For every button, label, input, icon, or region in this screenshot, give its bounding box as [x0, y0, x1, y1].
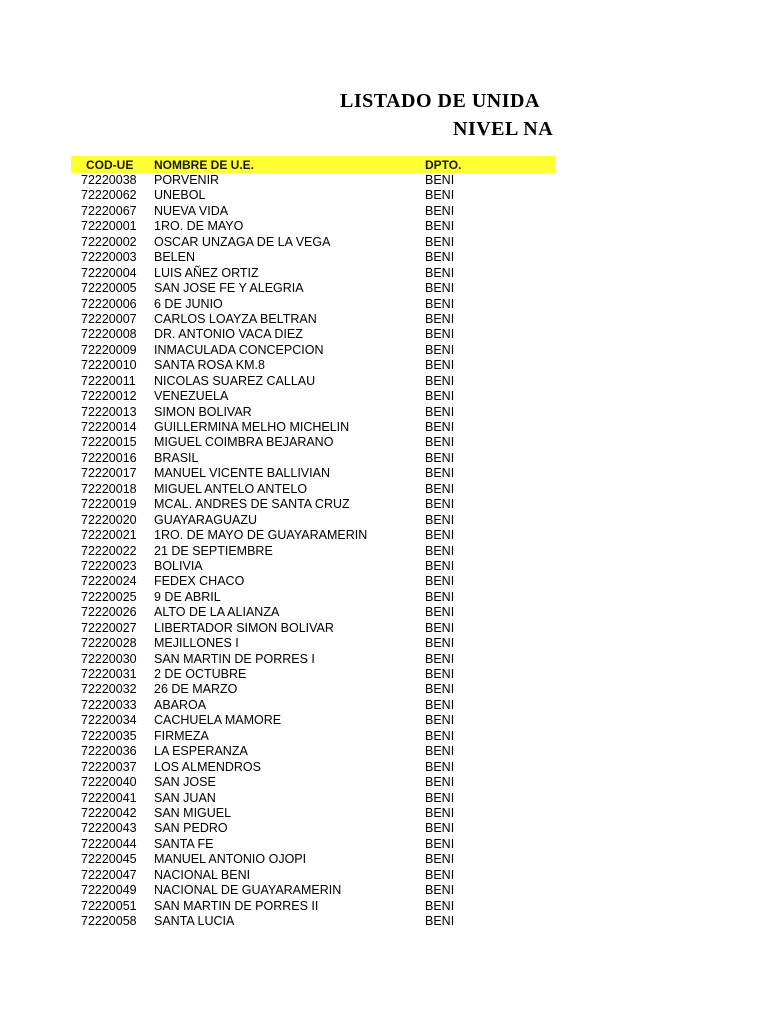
table-row: [0, 482, 768, 497]
cell-department: BENI: [425, 420, 455, 434]
cell-department: BENI: [425, 311, 455, 326]
cell-name: PORVENIR: [154, 173, 220, 187]
cell-name: DR. ANTONIO VACA DIEZ: [154, 327, 303, 342]
cell-name: ABAROA: [154, 697, 207, 712]
table-row: [0, 821, 768, 836]
cell-code: 72220038: [81, 173, 137, 187]
table-row: [0, 760, 768, 775]
table-row: [0, 405, 768, 420]
cell-code: 72220005: [81, 281, 137, 296]
table-row: [0, 266, 768, 281]
cell-name: 21 DE SEPTIEMBRE: [154, 543, 273, 558]
cell-name: SAN PEDRO: [154, 821, 228, 836]
cell-code: 72220034: [81, 713, 137, 728]
cell-name: MANUEL ANTONIO OJOPI: [154, 852, 307, 867]
cell-code: 72220042: [81, 805, 137, 820]
cell-department: BENI: [425, 342, 455, 357]
cell-code: 72220051: [81, 898, 137, 913]
table-row: [0, 559, 768, 574]
cell-name: SAN JOSE: [154, 775, 216, 790]
cell-department: BENI: [425, 898, 455, 913]
cell-code: 72220067: [81, 203, 137, 218]
cell-name: SAN MARTIN DE PORRES I: [154, 651, 315, 666]
cell-department: BENI: [425, 234, 455, 249]
cell-code: 72220018: [81, 481, 137, 496]
table-row: [0, 497, 768, 512]
table-row: [0, 899, 768, 914]
table-row: [0, 729, 768, 744]
cell-name: CARLOS LOAYZA BELTRAN: [154, 311, 317, 326]
cell-name: 1RO. DE MAYO DE GUAYARAMERIN: [154, 528, 368, 543]
cell-department: BENI: [425, 589, 455, 604]
table-row: [0, 667, 768, 682]
cell-code: 72220008: [81, 327, 137, 342]
cell-code: 72220003: [81, 250, 137, 265]
cell-department: BENI: [425, 682, 455, 697]
cell-department: BENI: [425, 651, 455, 666]
cell-department: BENI: [425, 867, 455, 882]
table-row: [0, 574, 768, 589]
cell-code: 72220047: [81, 867, 137, 882]
cell-name: NUEVA VIDA: [154, 203, 229, 218]
cell-department: BENI: [425, 759, 455, 774]
cell-code: 72220025: [81, 589, 137, 604]
cell-department: BENI: [425, 744, 455, 759]
cell-name: BELEN: [154, 250, 195, 265]
table-row: [0, 435, 768, 450]
cell-code: 72220041: [81, 790, 137, 805]
cell-department: BENI: [425, 852, 455, 867]
cell-department: BENI: [425, 605, 455, 620]
table-row: [0, 297, 768, 312]
cell-code: 72220062: [81, 188, 137, 203]
cell-code: 72220033: [81, 697, 137, 712]
cell-name: GUILLERMINA MELHO MICHELIN: [154, 420, 350, 434]
cell-name: 2 DE OCTUBRE: [154, 667, 247, 681]
cell-department: BENI: [425, 821, 455, 836]
table-row: [0, 883, 768, 898]
cell-department: BENI: [425, 775, 455, 790]
cell-code: 72220017: [81, 466, 137, 481]
cell-code: 72220032: [81, 682, 137, 697]
cell-name: FIRMEZA: [154, 728, 209, 743]
cell-name: SIMON BOLIVAR: [154, 404, 252, 419]
cell-code: 72220014: [81, 420, 137, 434]
cell-name: LA ESPERANZA: [154, 744, 248, 759]
table-row: [0, 590, 768, 605]
cell-name: NACIONAL DE GUAYARAMERIN: [154, 883, 342, 898]
cell-code: 72220020: [81, 512, 137, 527]
cell-department: BENI: [425, 528, 455, 543]
cell-department: BENI: [425, 620, 455, 635]
cell-department: BENI: [425, 728, 455, 743]
cell-code: 72220037: [81, 759, 137, 774]
table-row: [0, 513, 768, 528]
cell-department: BENI: [425, 404, 455, 419]
cell-code: 72220043: [81, 821, 137, 836]
cell-name: SANTA ROSA KM.8: [154, 358, 265, 373]
cell-department: BENI: [425, 389, 455, 404]
cell-name: LIBERTADOR SIMON BOLIVAR: [154, 620, 334, 635]
cell-name: 6 DE JUNIO: [154, 296, 223, 311]
cell-department: BENI: [425, 358, 455, 373]
cell-department: BENI: [425, 466, 455, 481]
cell-department: BENI: [425, 373, 455, 388]
cell-name: MIGUEL COIMBRA BEJARANO: [154, 435, 334, 450]
cell-code: 72220035: [81, 728, 137, 743]
cell-name: SAN MIGUEL: [154, 805, 232, 820]
cell-name: SANTA LUCIA: [154, 914, 235, 928]
cell-code: 72220026: [81, 605, 137, 620]
cell-name: NACIONAL BENI: [154, 867, 251, 882]
document-title-line-1: LISTADO DE UNIDA: [340, 90, 540, 112]
cell-department: BENI: [425, 574, 455, 589]
cell-name: OSCAR UNZAGA DE LA VEGA: [154, 234, 331, 249]
cell-code: 72220015: [81, 435, 137, 450]
cell-department: BENI: [425, 173, 455, 187]
cell-code: 72220040: [81, 775, 137, 790]
cell-code: 72220021: [81, 528, 137, 543]
cell-department: BENI: [425, 497, 455, 512]
document-title-line-2: NIVEL NA: [453, 118, 554, 140]
table-row: [0, 389, 768, 404]
cell-name: SANTA FE: [154, 836, 214, 851]
cell-name: MANUEL VICENTE BALLIVIAN: [154, 466, 330, 481]
cell-name: MIGUEL ANTELO ANTELO: [154, 481, 308, 496]
table-row: [0, 636, 768, 651]
table-row: [0, 868, 768, 883]
cell-name: SAN JUAN: [154, 790, 216, 805]
table-row: [0, 806, 768, 821]
column-header-department: DPTO.: [425, 158, 462, 172]
cell-name: UNEBOL: [154, 188, 206, 203]
table-row: [0, 914, 768, 929]
table-row: [0, 621, 768, 636]
table-row: [0, 544, 768, 559]
cell-code: 72220013: [81, 404, 137, 419]
cell-name: SAN JOSE FE Y ALEGRIA: [154, 281, 304, 296]
cell-code: 72220004: [81, 265, 137, 280]
cell-department: BENI: [425, 636, 455, 651]
column-header-code: COD-UE: [86, 158, 134, 172]
cell-name: GUAYARAGUAZU: [154, 512, 258, 527]
cell-name: LUIS AÑEZ ORTIZ: [154, 265, 259, 280]
table-row: [0, 281, 768, 296]
cell-name: SAN MARTIN DE PORRES II: [154, 898, 319, 913]
cell-department: BENI: [425, 265, 455, 280]
table-row: [0, 837, 768, 852]
cell-code: 72220016: [81, 450, 137, 465]
cell-name: ALTO DE LA ALIANZA: [154, 605, 280, 620]
cell-name: 1RO. DE MAYO: [154, 219, 244, 234]
cell-department: BENI: [425, 790, 455, 805]
table-row: [0, 698, 768, 713]
table-row: [0, 312, 768, 327]
cell-department: BENI: [425, 450, 455, 465]
table-row: [0, 188, 768, 203]
table-row: [0, 420, 768, 435]
cell-name: 9 DE ABRIL: [154, 589, 221, 604]
table-row: [0, 204, 768, 219]
cell-name: FEDEX CHACO: [154, 574, 245, 589]
cell-department: BENI: [425, 805, 455, 820]
table-row: [0, 744, 768, 759]
cell-name: MCAL. ANDRES DE SANTA CRUZ: [154, 497, 350, 512]
cell-code: 72220011: [81, 373, 136, 388]
cell-department: BENI: [425, 914, 455, 928]
table-row: [0, 358, 768, 373]
cell-department: BENI: [425, 512, 455, 527]
cell-code: 72220036: [81, 744, 137, 759]
cell-department: BENI: [425, 327, 455, 342]
cell-code: 72220010: [81, 358, 137, 373]
table-row: [0, 528, 768, 543]
table-row: [0, 466, 768, 481]
cell-department: BENI: [425, 435, 455, 450]
table-row: [0, 852, 768, 867]
cell-department: BENI: [425, 836, 455, 851]
cell-department: BENI: [425, 219, 455, 234]
table-row: [0, 374, 768, 389]
cell-code: 72220045: [81, 852, 137, 867]
cell-department: BENI: [425, 558, 455, 573]
cell-name: INMACULADA CONCEPCION: [154, 342, 324, 357]
table-header-highlight: [71, 156, 555, 173]
cell-department: BENI: [425, 250, 455, 265]
cell-code: 72220027: [81, 620, 137, 635]
cell-name: VENEZUELA: [154, 389, 229, 404]
cell-code: 72220022: [81, 543, 137, 558]
table-row: [0, 791, 768, 806]
school-list-table: [0, 173, 768, 929]
cell-code: 72220024: [81, 574, 137, 589]
cell-department: BENI: [425, 667, 455, 681]
cell-code: 72220012: [81, 389, 137, 404]
cell-code: 72220009: [81, 342, 137, 357]
cell-name: BRASIL: [154, 450, 199, 465]
cell-department: BENI: [425, 883, 455, 898]
cell-code: 72220001: [81, 219, 137, 234]
cell-code: 72220006: [81, 296, 137, 311]
cell-department: BENI: [425, 713, 455, 728]
table-row: [0, 343, 768, 358]
cell-code: 72220049: [81, 883, 137, 898]
table-row: [0, 775, 768, 790]
cell-code: 72220007: [81, 311, 137, 326]
cell-code: 72220028: [81, 636, 137, 651]
table-row: [0, 250, 768, 265]
cell-code: 72220031: [81, 667, 137, 681]
cell-department: BENI: [425, 203, 455, 218]
cell-department: BENI: [425, 296, 455, 311]
cell-department: BENI: [425, 188, 455, 203]
cell-code: 72220019: [81, 497, 137, 512]
table-row: [0, 713, 768, 728]
cell-name: NICOLAS SUAREZ CALLAU: [154, 373, 316, 388]
table-row: [0, 682, 768, 697]
table-row: [0, 327, 768, 342]
table-row: [0, 652, 768, 667]
cell-department: BENI: [425, 543, 455, 558]
cell-code: 72220002: [81, 234, 137, 249]
cell-code: 72220044: [81, 836, 137, 851]
table-row: [0, 235, 768, 250]
cell-name: BOLIVIA: [154, 558, 203, 573]
column-header-name: NOMBRE DE U.E.: [154, 158, 255, 172]
table-row: [0, 173, 768, 188]
cell-name: LOS ALMENDROS: [154, 759, 261, 774]
cell-name: MEJILLONES I: [154, 636, 239, 651]
cell-department: BENI: [425, 481, 455, 496]
cell-name: 26 DE MARZO: [154, 682, 238, 697]
cell-code: 72220023: [81, 558, 137, 573]
cell-code: 72220058: [81, 914, 137, 928]
cell-department: BENI: [425, 281, 455, 296]
cell-name: CACHUELA MAMORE: [154, 713, 282, 728]
cell-code: 72220030: [81, 651, 137, 666]
cell-department: BENI: [425, 697, 455, 712]
table-row: [0, 605, 768, 620]
table-row: [0, 219, 768, 234]
table-row: [0, 451, 768, 466]
